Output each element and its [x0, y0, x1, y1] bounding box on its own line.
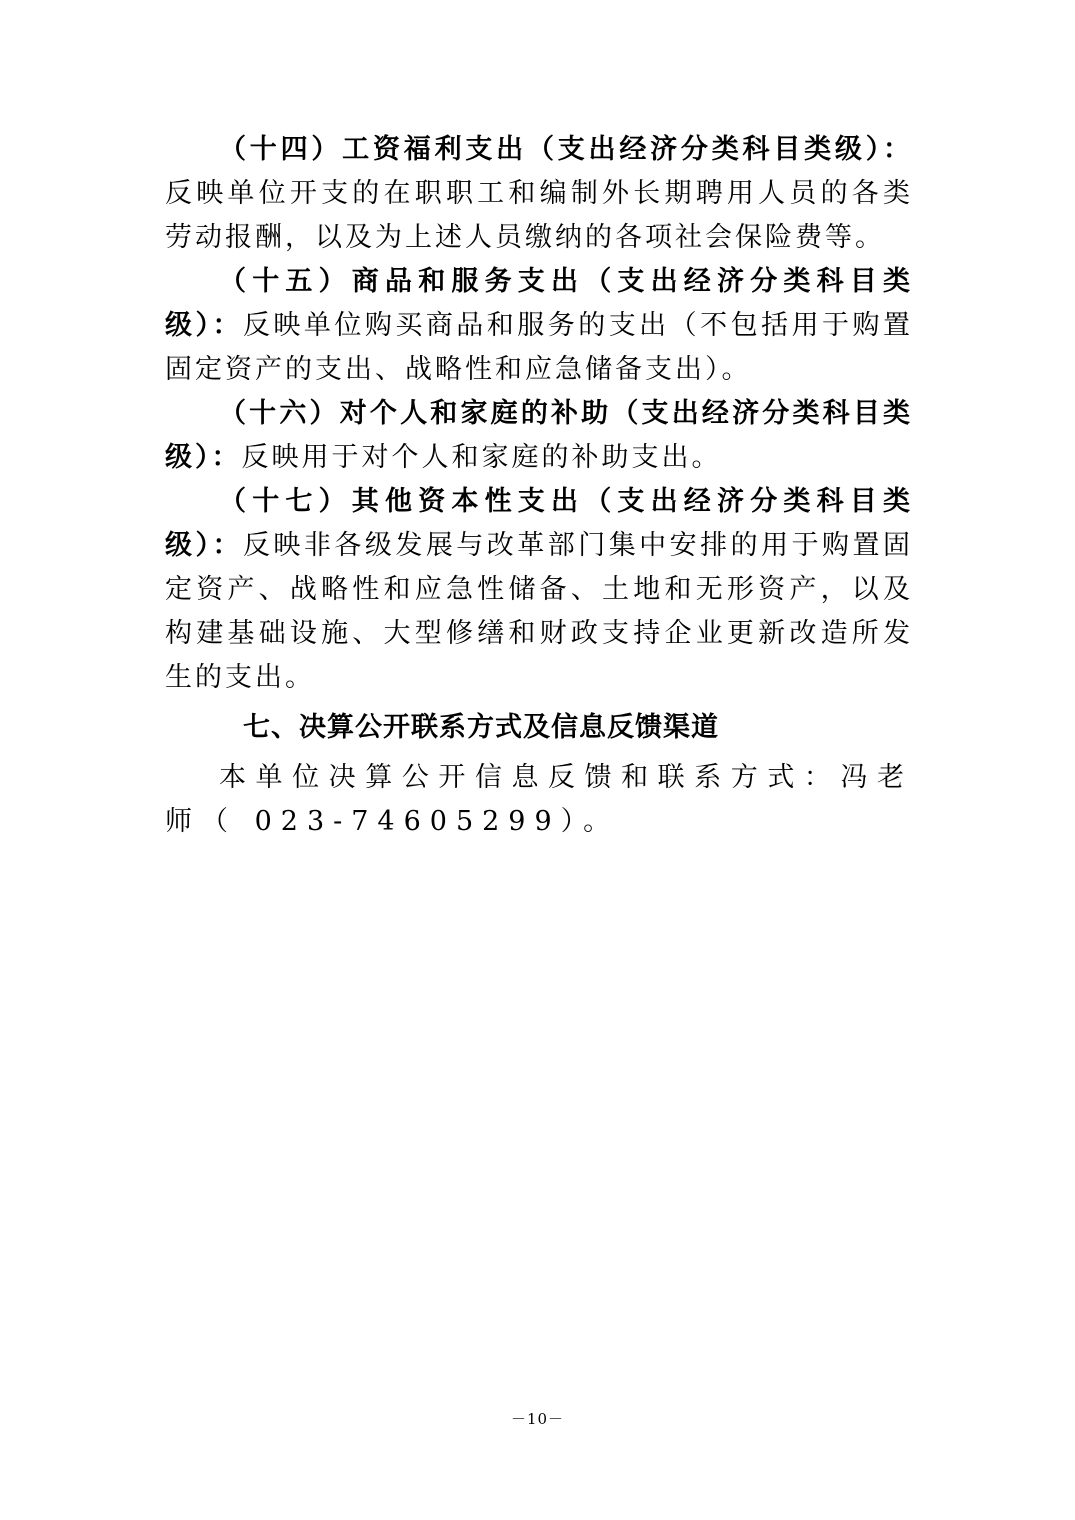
section-heading: 七、决算公开联系方式及信息反馈渠道 [243, 712, 719, 743]
term-personal-family-subsidy: （十六）对个人和家庭的补助（支出经济分类科目类级） [165, 398, 913, 473]
definition-other-capital: 反映非各级发展与改革部门集中安排的用于购置固定资产、战略性和应急性储备、土地和无形资产，以及构建基础设施、大型修缮和财政支持企业更新改造所发生的支出。 [165, 530, 914, 693]
paragraph-personal-family-subsidy [165, 392, 913, 480]
term-separator: ： [211, 442, 242, 473]
term-other-capital: （十七）其他资本性支出（支出经济分类科目类级） [165, 486, 913, 561]
paragraph-wage-welfare [165, 128, 913, 260]
paragraph-goods-services [165, 260, 913, 392]
contact-info: 本单位决算公开信息反馈和联系方式：冯老师（ 023-74605299）。 [165, 762, 913, 837]
page-content [165, 128, 913, 844]
paragraph-other-capital [165, 480, 913, 700]
definition-wage-welfare: 反映单位开支的在职职工和编制外长期聘用人员的各类劳动报酬，以及为上述人员缴纳的各项社会保险费等。 [165, 178, 913, 253]
term-wage-welfare: （十四）工资福利支出（支出经济分类科目类级） [219, 134, 883, 165]
term-separator: ： [883, 134, 913, 165]
page-number: －10－ [510, 1410, 565, 1428]
definition-personal-family-subsidy: 反映用于对个人和家庭的补助支出。 [241, 442, 722, 473]
term-goods-services: （十五）商品和服务支出（支出经济分类科目类级） [165, 266, 913, 341]
term-separator: ： [212, 530, 243, 561]
term-separator: ： [212, 310, 243, 341]
definition-goods-services: 反映单位购买商品和服务的支出（不包括用于购置固定资产的支出、战略性和应急储备支出）。 [165, 310, 914, 385]
